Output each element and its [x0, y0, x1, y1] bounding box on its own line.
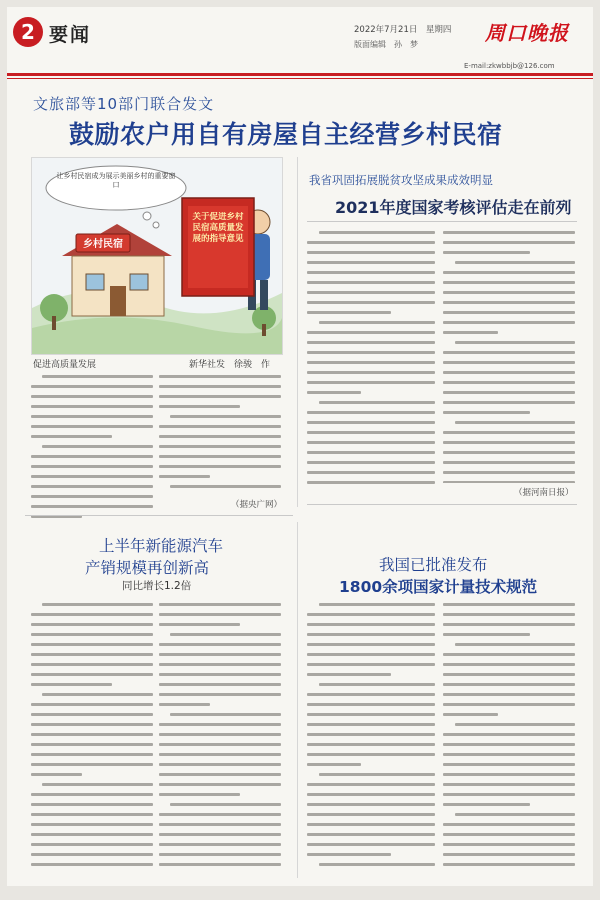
- nev-subhead: 同比增长1.2倍: [122, 580, 192, 592]
- nev-body-col-1: [31, 603, 153, 873]
- cartoon-caption: 促进高质量发展: [33, 360, 97, 370]
- section-divider-left: [25, 515, 293, 516]
- lead-kicker: 文旅部等10部门联合发文: [33, 95, 215, 113]
- masthead-rule-thin: [7, 78, 593, 79]
- right-story-headline: 2021年度国家考核评估走在前列: [335, 198, 572, 217]
- policy-document-title: 关于促进乡村民宿高质量发展的指导意见: [192, 212, 244, 244]
- lead-body-col-1: [31, 375, 153, 525]
- nev-headline-line2: 产销规模再创新高: [85, 559, 210, 577]
- cartoon-drawing: [32, 158, 282, 354]
- page-editor: 版面编辑 孙 梦: [354, 40, 418, 49]
- page-number-badge: 2: [13, 17, 43, 47]
- column-divider-lower: [297, 522, 298, 878]
- right-story-kicker: 我省巩固拓展脱贫攻坚成果成效明显: [309, 173, 493, 187]
- metrology-headline-line2: 1800余项国家计量技术规范: [339, 578, 538, 596]
- cartoon-illustration: [31, 157, 283, 355]
- section-divider-right: [307, 504, 577, 505]
- masthead: [7, 7, 593, 73]
- nev-body-col-2: [159, 603, 281, 873]
- column-divider: [297, 157, 298, 507]
- right-body-col-1: [307, 231, 435, 489]
- newspaper-logo: 周口晚报: [485, 21, 569, 45]
- right-story-source: （据河南日报）: [514, 488, 574, 498]
- issue-date: 2022年7月21日 星期四: [354, 25, 452, 35]
- metrology-body-col-1: [307, 603, 435, 873]
- newspaper-page: [7, 7, 593, 886]
- lead-body-col-2: [159, 375, 281, 495]
- lead-source: （据央广网）: [231, 500, 283, 510]
- contact-email: E-mail:zkwbbjb@126.com: [464, 62, 555, 70]
- right-body-col-2: [443, 231, 575, 483]
- section-name: 要闻: [49, 24, 92, 46]
- thought-bubble-text: 让乡村民宿成为展示美丽乡村的重要窗口: [56, 172, 176, 189]
- nev-headline-line1: 上半年新能源汽车: [99, 537, 224, 555]
- lead-headline: 鼓励农户用自有房屋自主经营乡村民宿: [69, 120, 503, 149]
- metrology-body-col-2: [443, 603, 575, 873]
- masthead-rule: [7, 73, 593, 76]
- metrology-headline-line1: 我国已批准发布: [379, 556, 488, 574]
- cartoon-credit: 新华社发 徐骏 作: [189, 360, 271, 370]
- inn-sign-text: 乡村民宿: [83, 239, 123, 250]
- right-story-rule: [307, 221, 577, 222]
